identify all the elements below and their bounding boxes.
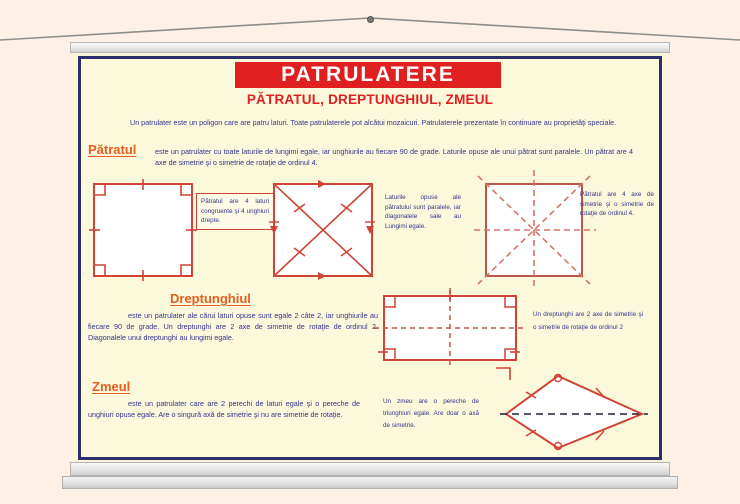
- roller-bar-bottom: [70, 462, 670, 476]
- section-heading-zmeul: Zmeul: [92, 379, 131, 394]
- roller-bar-top: [70, 42, 670, 53]
- intro-paragraph: Un patrulater este un poligon care are patru laturi. Toate patrulaterele pot alcătui mozaicuri. Patrulaterele prezentate în continuare au proprietăţi speciale.: [130, 118, 617, 127]
- roller-bar-bottom-outer: [62, 476, 678, 489]
- figure-square-symmetry-axes: [484, 178, 590, 284]
- section-heading-patratul: Pătratul: [88, 142, 137, 157]
- hanging-cord: [0, 0, 740, 46]
- figure-square-congruent-sides: [92, 182, 198, 282]
- callout-zmeul-triangles: Un zmeu are o pereche de triunghiuri egale. Are doar o axă de simetrie.: [383, 398, 479, 429]
- poster-subtitle: PĂTRATUL, DREPTUNGHIUL, ZMEUL: [246, 92, 494, 107]
- figure-square-diagonals: [272, 182, 378, 282]
- section-body-zmeul: este un patrulater care are 2 perechi de laturi egale şi o pereche de unghiuri opuse egale. Are o singură axă de simetrie şi nu are simetrie de rotaţie.: [88, 399, 360, 419]
- callout-patratul-symmetry: Pătratul are 4 axe de simetrie şi o simetrie de rotaţie de ordinul 4.: [580, 191, 654, 217]
- section-heading-dreptunghiul: Dreptunghiul: [170, 291, 251, 306]
- callout-dreptunghiul-symmetry: Un dreptunghi are 2 axe de simetrie şi o simetrie de rotaţie de ordinul 2: [533, 311, 643, 331]
- poster-title: PATRULATERE: [281, 63, 455, 86]
- poster-title-banner: [235, 62, 501, 88]
- callout-patratul-diagonals: Laturile opuse ale pătratului sunt paralele, iar diagonalele sale au Lungimi egale.: [385, 194, 461, 230]
- right-angle-mark-icon: [496, 366, 520, 382]
- section-body-patratul: este un patrulater cu toate laturile de lungimi egale, iar unghiurile au fiecare 90 de grade. Laturile opuse ale unui pătrat sunt paralele. Un pătrat are 4 axe de simetrie şi o simetrie de rotaţie de ordinul 4.: [155, 147, 633, 167]
- figure-kite-symmetry-axis: [500, 370, 650, 450]
- hanging-hook-icon: [367, 16, 374, 23]
- figure-rectangle-symmetry-axes: [382, 294, 522, 364]
- callout-patratul-sides: Pătratul are 4 laturi congruente şi 4 unghiuri drepte.: [196, 193, 274, 230]
- section-body-dreptunghiul: este un patrulater ale cărui laturi opuse sunt egale 2 câte 2, iar unghiurile au fiecare 90 de grade. Un dreptunghi are 2 axe de simetrie de rotaţie de ordinul 2. Diagonalele unui dreptunghi au lungimi egale.: [88, 311, 378, 342]
